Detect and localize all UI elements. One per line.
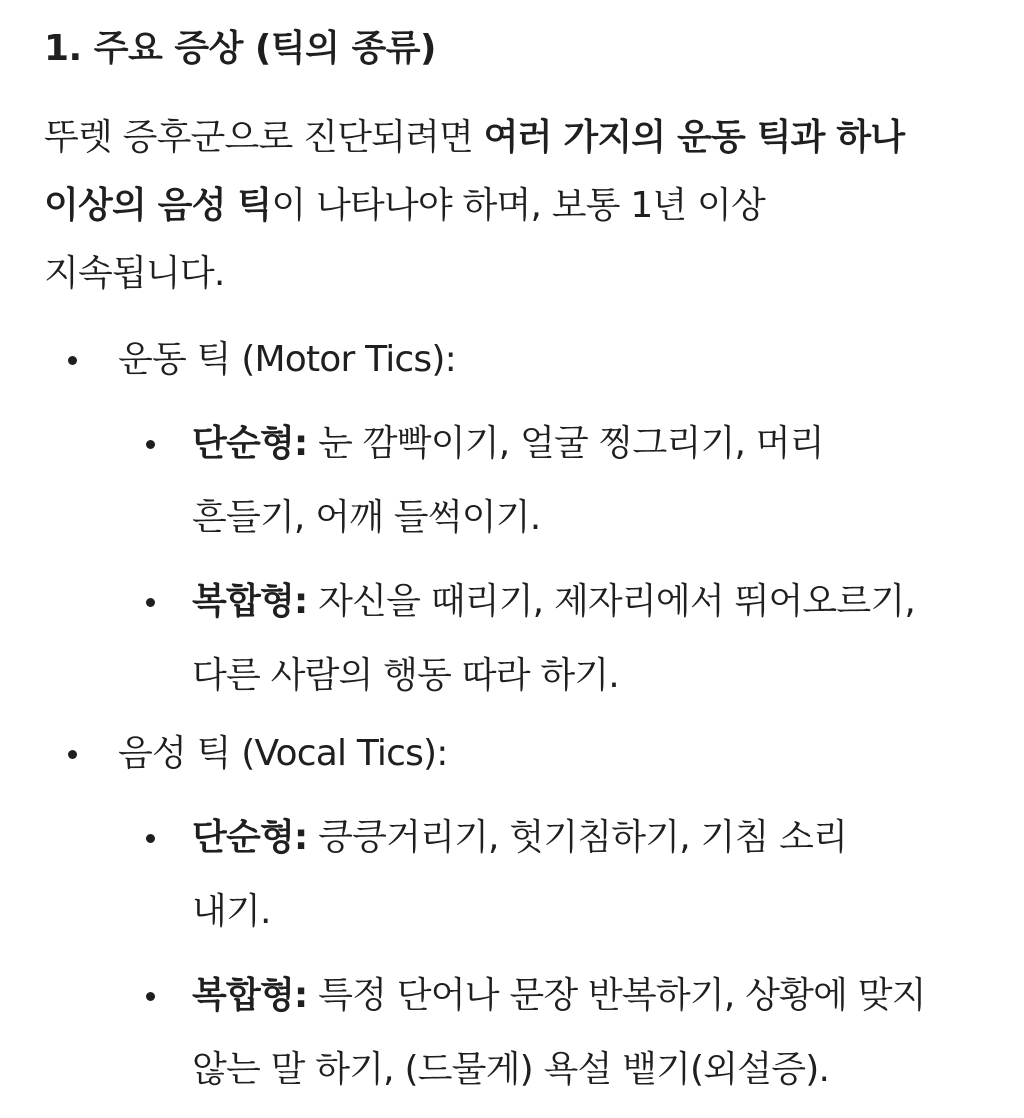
intro-text: 뚜렛 증후군으로 진단되려면 xyxy=(44,117,484,158)
list-item-vocal-simple xyxy=(192,801,847,949)
list-item-vocal-complex xyxy=(192,959,926,1107)
list-item-line-2: 내기. xyxy=(192,891,271,932)
list-item-line-1 xyxy=(192,959,926,1033)
list-item-line-2: 않는 말 하기, (드물게) 욕설 뱉기(외설증). xyxy=(192,1049,830,1090)
list-item-text: 자신을 때리기, 제자리에서 뛰어오르기, xyxy=(307,581,916,622)
intro-text: 이 나타나야 하며, 보통 1년 이상 xyxy=(271,185,766,226)
list-item-label: 복합형: xyxy=(192,975,308,1016)
list-item-text: 킁킁거리기, 헛기침하기, 기침 소리 xyxy=(307,817,848,858)
intro-line-2 xyxy=(44,172,1004,240)
list-item-motor-complex xyxy=(192,565,915,713)
bullet-icon xyxy=(146,834,155,843)
intro-emphasis: 이상의 음성 틱 xyxy=(44,185,272,226)
list-item-line-1 xyxy=(192,801,847,875)
bullet-icon xyxy=(146,992,155,1001)
list-item-motor-tics xyxy=(118,323,456,397)
intro-paragraph xyxy=(44,104,1004,308)
bullet-icon xyxy=(68,356,77,365)
intro-emphasis: 여러 가지의 운동 틱과 하나 xyxy=(483,117,905,158)
list-item-vocal-tics xyxy=(118,717,448,791)
intro-line-3: 지속됩니다. xyxy=(44,253,225,294)
list-item-label: 단순형: xyxy=(192,817,308,858)
list-item-line-2: 흔들기, 어깨 들썩이기. xyxy=(192,497,541,538)
list-item-line-1 xyxy=(192,407,824,481)
list-item-label: 복합형: xyxy=(192,581,308,622)
list-item-text: 특정 단어나 문장 반복하기, 상황에 맞지 xyxy=(307,975,926,1016)
list-item-text: 눈 깜빡이기, 얼굴 찡그리기, 머리 xyxy=(307,423,824,464)
list-item-motor-simple xyxy=(192,407,824,555)
bullet-icon xyxy=(68,750,77,759)
intro-line-1 xyxy=(44,104,1004,172)
list-item-line-2: 다른 사람의 행동 따라 하기. xyxy=(192,655,619,696)
bullet-icon xyxy=(146,598,155,607)
bullet-icon xyxy=(146,440,155,449)
section-heading: 1. 주요 증상 (틱의 종류) xyxy=(44,28,436,69)
list-item-line-1 xyxy=(192,565,915,639)
list-item-title: 운동 틱 (Motor Tics): xyxy=(118,339,456,380)
list-item-label: 단순형: xyxy=(192,423,308,464)
list-item-title: 음성 틱 (Vocal Tics): xyxy=(118,733,448,774)
